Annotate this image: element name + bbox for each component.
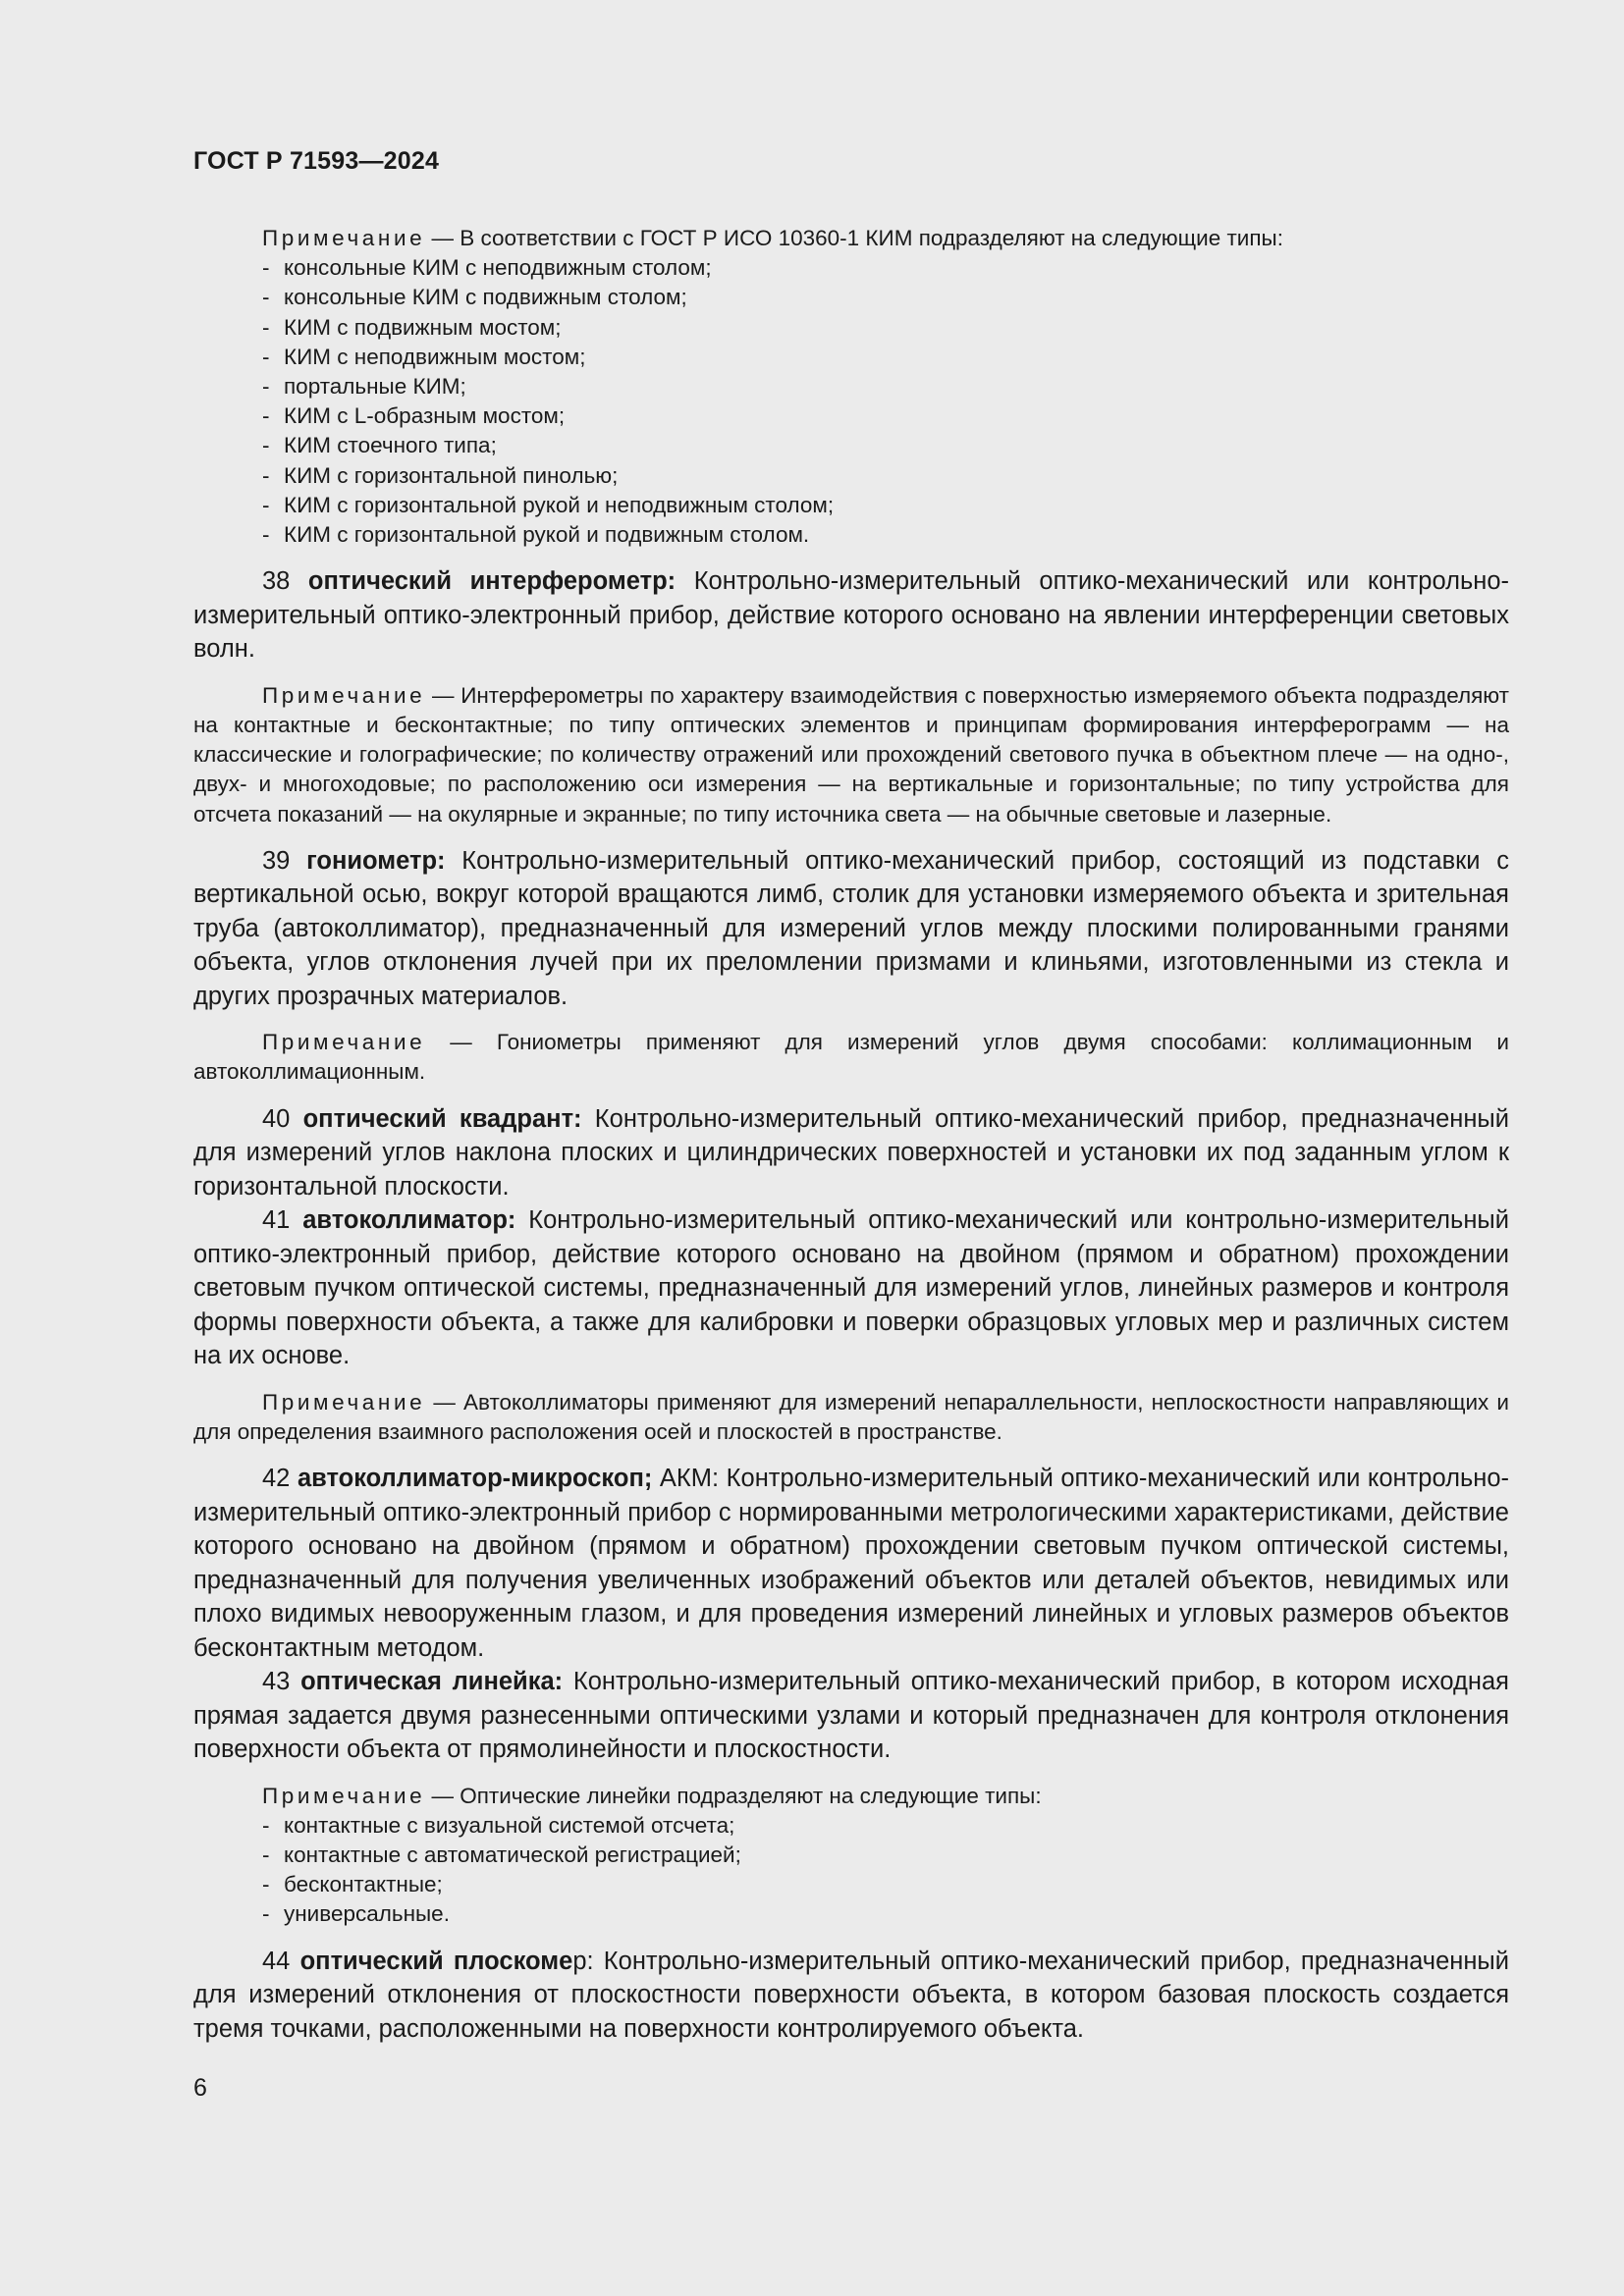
list-item: - КИМ стоечного типа; xyxy=(262,431,1509,460)
note-text: — В соответствии с ГОСТ Р ИСО 10360-1 КИМ подразделяют на следующие типы: xyxy=(425,226,1283,250)
term-title: гониометр: xyxy=(306,846,446,875)
optical-ruler-types-list xyxy=(193,1811,1509,1930)
term-definition: р: Контрольно-измерительный оптико-механический прибор, предназначенный для измерений отклонения от плоскостности поверхности объекта, в котором базовая плоскость создается тремя точками, расположенными на поверхности контролируемого объекта. xyxy=(193,1947,1509,2043)
note-label: Примечание xyxy=(262,682,426,708)
note-43 xyxy=(193,1782,1509,1811)
term-title: оптический квадрант: xyxy=(302,1104,582,1133)
term-40 xyxy=(193,1102,1509,1204)
term-39 xyxy=(193,844,1509,1014)
term-number: 40 xyxy=(262,1104,303,1133)
list-item: - КИМ с L-образным мостом; xyxy=(262,401,1509,431)
note-41 xyxy=(193,1388,1509,1447)
list-item: - бесконтактные; xyxy=(262,1870,1509,1899)
term-number: 44 xyxy=(262,1947,300,1975)
term-definition: Контрольно-измерительный оптико-механический или контрольно-измерительный оптико-электронный прибор, действие которого основано на явлении интерференции световых волн. xyxy=(193,567,1509,664)
list-item: - КИМ с подвижным мостом; xyxy=(262,313,1509,343)
list-item: - КИМ с неподвижным мостом; xyxy=(262,343,1509,372)
list-item: - КИМ с горизонтальной пинолью; xyxy=(262,461,1509,491)
term-definition: Контрольно-измерительный оптико-механический прибор, в котором исходная прямая задается двумя разнесенными оптическими узлами и который предназначен для контроля отклонения поверхности объекта от прямолинейности и плоскостности. xyxy=(193,1668,1509,1764)
list-item: - универсальные. xyxy=(262,1899,1509,1929)
note-label: Примечание xyxy=(262,1783,426,1808)
term-title: автоколлиматор-микроскоп; xyxy=(297,1465,653,1493)
list-item: - КИМ с горизонтальной рукой и подвижным столом. xyxy=(262,520,1509,550)
list-item: - консольные КИМ с подвижным столом; xyxy=(262,283,1509,312)
note-label: Примечание xyxy=(262,1389,426,1415)
note-label: Примечание xyxy=(262,226,426,250)
term-number: 42 xyxy=(262,1465,298,1493)
term-43 xyxy=(193,1665,1509,1767)
term-definition: Контрольно-измерительный оптико-механический прибор, состоящий из подставки с вертикальной осью, вокруг которой вращаются лимб, столик для установки измеряемого объекта и зрительная труба (автоколлиматор), предназначенный для измерений углов между плоскими полированными гранями объекта, углов отклонения лучей при их преломлении призмами и клиньями, изготовленными из стекла и других прозрачных материалов. xyxy=(193,846,1509,1010)
note-38 xyxy=(193,681,1509,829)
document-header: ГОСТ Р 71593—2024 xyxy=(193,147,440,175)
cmm-types-list xyxy=(193,253,1509,550)
term-title: оптический плоскоме xyxy=(299,1947,573,1975)
term-number: 41 xyxy=(262,1206,303,1235)
note-text: — Оптические линейки подразделяют на следующие типы: xyxy=(425,1783,1042,1808)
term-title: автоколлиматор: xyxy=(302,1206,516,1235)
document-body xyxy=(193,224,1509,2046)
note-cmm-types xyxy=(193,224,1509,253)
note-label: Примечание xyxy=(262,1030,426,1055)
term-44 xyxy=(193,1945,1509,2047)
term-number: 39 xyxy=(262,846,307,875)
term-41 xyxy=(193,1203,1509,1373)
term-42 xyxy=(193,1462,1509,1665)
term-definition: АКМ: Контрольно-измерительный оптико-механический или контрольно-измерительный оптико-электронный прибор с нормированными метрологическими характеристиками, действие которого основано на двойном (прямом и обратном) прохождении световым пучком оптической системы, предназначенный для получения увеличенных изображений объектов или деталей объектов, невидимых или плохо видимых невооруженным глазом, и для проведения измерений линейных и угловых размеров объектов бесконтактным методом. xyxy=(193,1465,1510,1662)
note-text: — Гониометры применяют для измерений углов двумя способами: коллимационным и автоколлимационным. xyxy=(193,1030,1509,1085)
list-item: - портальные КИМ; xyxy=(262,372,1509,401)
list-item: - консольные КИМ с неподвижным столом; xyxy=(262,253,1509,283)
term-definition: Контрольно-измерительный оптико-механический прибор, предназначенный для измерений углов наклона плоских и цилиндрических поверхностей и установки их под заданным углом к горизонтальной плоскости. xyxy=(193,1104,1509,1201)
term-definition: Контрольно-измерительный оптико-механический или контрольно-измерительный оптико-электронный прибор, действие которого основано на двойном (прямом и обратном) прохождении световым пучком оптической системы, предназначенный для измерений углов, линейных размеров и контроля формы поверхности объекта, а также для калибровки и поверки образцовых угловых мер и различных систем на их основе. xyxy=(193,1206,1509,1370)
term-38 xyxy=(193,564,1509,667)
list-item: - контактные с визуальной системой отсчета; xyxy=(262,1811,1509,1841)
list-item: - контактные с автоматической регистрацией; xyxy=(262,1841,1509,1870)
note-text: — Интерферометры по характеру взаимодействия с поверхностью измеряемого объекта подразделяют на контактные и бесконтактные; по типу оптических элементов и принципам формирования интерферограмм — на классические и голографические; по количеству отражений или прохождений светового пучка в объектном плече — на одно-, двух- и многоходовые; по расположению оси измерения — на вертикальные и горизонтальные; по типу устройства для отсчета показаний — на окулярные и экранные; по типу источника света — на обычные световые и лазерные. xyxy=(193,682,1509,827)
term-number: 43 xyxy=(262,1668,301,1696)
term-title: оптический интерферометр: xyxy=(307,567,677,596)
page-number: 6 xyxy=(193,2074,207,2102)
note-39 xyxy=(193,1028,1509,1087)
note-text: — Автоколлиматоры применяют для измерений непараллельности, неплоскостности направляющих и для определения взаимного расположения осей и плоскостей в пространстве. xyxy=(193,1389,1509,1444)
term-title: оптическая линейка: xyxy=(300,1668,564,1696)
term-number: 38 xyxy=(262,567,308,596)
list-item: - КИМ с горизонтальной рукой и неподвижным столом; xyxy=(262,491,1509,520)
